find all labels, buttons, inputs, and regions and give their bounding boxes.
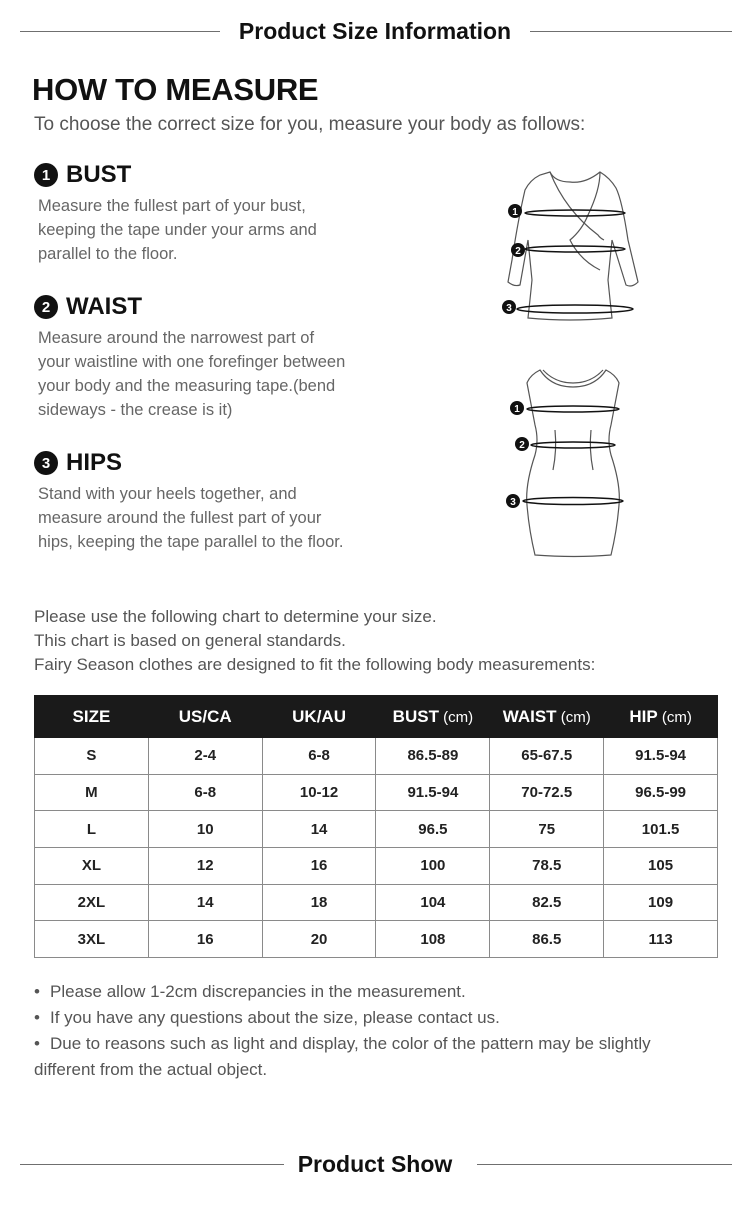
note-item: • If you have any questions about the size, please contact us. — [34, 1005, 714, 1031]
table-row — [35, 774, 718, 811]
dress-illustration-icon — [495, 355, 645, 565]
column-header-uk-au: UK/AU — [262, 696, 376, 738]
section-title: Product Show — [284, 1151, 467, 1177]
table-row — [35, 811, 718, 848]
cell-hip: 101.5 — [604, 811, 718, 848]
cell-hip: 113 — [604, 921, 718, 958]
section-title: Product Size Information — [225, 18, 525, 44]
svg-text:2: 2 — [515, 246, 521, 257]
cell-size: L — [35, 811, 149, 848]
description-line: hips, keeping the tape parallel to the floor. — [38, 533, 344, 551]
cell-size: XL — [35, 848, 149, 885]
cell-uk-au: 16 — [262, 848, 376, 885]
column-header-size: SIZE — [35, 696, 149, 738]
section-header-size-info — [0, 11, 750, 51]
description-line: Measure the fullest part of your bust, — [38, 197, 306, 215]
cell-us-ca: 12 — [148, 848, 262, 885]
bullet-icon: • — [34, 1008, 40, 1027]
cell-us-ca: 16 — [148, 921, 262, 958]
step-title: HIPS — [66, 449, 123, 476]
cell-uk-au: 14 — [262, 811, 376, 848]
cell-hip: 96.5-99 — [604, 774, 718, 811]
cell-us-ca: 6-8 — [148, 774, 262, 811]
cell-us-ca: 14 — [148, 884, 262, 921]
cell-size: 2XL — [35, 884, 149, 921]
cell-waist: 70-72.5 — [490, 774, 604, 811]
cell-waist: 78.5 — [490, 848, 604, 885]
intro-line: Fairy Season clothes are designed to fit the following body measurements: — [34, 655, 596, 674]
how-to-measure-title: HOW TO MEASURE — [32, 72, 319, 107]
description-line: sideways - the crease is it) — [38, 401, 233, 419]
intro-line: Please use the following chart to determine your size. — [34, 607, 437, 626]
step-number-badge: 1 — [34, 163, 58, 187]
cell-waist: 82.5 — [490, 884, 604, 921]
cell-uk-au: 6-8 — [262, 738, 376, 775]
cell-bust: 104 — [376, 884, 490, 921]
cell-bust: 91.5-94 — [376, 774, 490, 811]
cell-waist: 86.5 — [490, 921, 604, 958]
cell-waist: 65-67.5 — [490, 738, 604, 775]
column-header-us-ca: US/CA — [148, 696, 262, 738]
cell-bust: 100 — [376, 848, 490, 885]
cell-bust: 96.5 — [376, 811, 490, 848]
cell-us-ca: 10 — [148, 811, 262, 848]
cell-uk-au: 10-12 — [262, 774, 376, 811]
description-line: keeping the tape under your arms and — [38, 221, 317, 239]
cell-us-ca: 2-4 — [148, 738, 262, 775]
section-header-product-show — [0, 1144, 750, 1184]
size-chart-table — [34, 695, 718, 958]
cell-size: 3XL — [35, 921, 149, 958]
column-header-waist: WAIST (cm) — [490, 696, 604, 738]
description-line: your waistline with one forefinger between — [38, 353, 346, 371]
step-description — [38, 482, 394, 554]
cell-bust: 86.5-89 — [376, 738, 490, 775]
step-description — [38, 326, 394, 422]
svg-text:2: 2 — [519, 440, 525, 451]
svg-text:1: 1 — [514, 404, 520, 415]
description-line: your body and the measuring tape.(bend — [38, 377, 336, 395]
size-chart-intro — [34, 605, 595, 677]
svg-text:3: 3 — [506, 303, 512, 314]
wrap-top-illustration-icon — [490, 160, 660, 330]
description-line: parallel to the floor. — [38, 245, 178, 263]
cell-waist: 75 — [490, 811, 604, 848]
step-description — [38, 194, 394, 266]
cell-hip: 109 — [604, 884, 718, 921]
description-line: measure around the fullest part of your — [38, 509, 322, 527]
description-line: Measure around the narrowest part of — [38, 329, 315, 347]
step-title: BUST — [66, 161, 132, 188]
measure-step-waist — [34, 292, 394, 422]
intro-line: This chart is based on general standards. — [34, 631, 346, 650]
note-item: • Due to reasons such as light and display, the color of the pattern may be slightly different from the actual object. — [34, 1031, 714, 1083]
bullet-icon: • — [34, 982, 40, 1001]
svg-text:3: 3 — [510, 497, 516, 508]
cell-size: M — [35, 774, 149, 811]
table-row — [35, 921, 718, 958]
measure-step-bust — [34, 160, 394, 266]
cell-uk-au: 18 — [262, 884, 376, 921]
table-header-row — [35, 696, 718, 738]
table-row — [35, 848, 718, 885]
step-number-badge: 2 — [34, 295, 58, 319]
description-line: Stand with your heels together, and — [38, 485, 297, 503]
table-row — [35, 884, 718, 921]
step-number-badge: 3 — [34, 451, 58, 475]
cell-bust: 108 — [376, 921, 490, 958]
measure-step-hips — [34, 448, 394, 554]
bullet-icon: • — [34, 1034, 40, 1053]
cell-size: S — [35, 738, 149, 775]
cell-uk-au: 20 — [262, 921, 376, 958]
cell-hip: 91.5-94 — [604, 738, 718, 775]
size-notes-list — [34, 979, 714, 1083]
table-row — [35, 738, 718, 775]
svg-text:1: 1 — [512, 207, 518, 218]
column-header-bust: BUST (cm) — [376, 696, 490, 738]
cell-hip: 105 — [604, 848, 718, 885]
step-title: WAIST — [66, 293, 142, 320]
column-header-hip: HIP (cm) — [604, 696, 718, 738]
note-item: • Please allow 1-2cm discrepancies in the measurement. — [34, 979, 714, 1005]
how-to-measure-subtitle: To choose the correct size for you, measure your body as follows: — [34, 114, 586, 135]
